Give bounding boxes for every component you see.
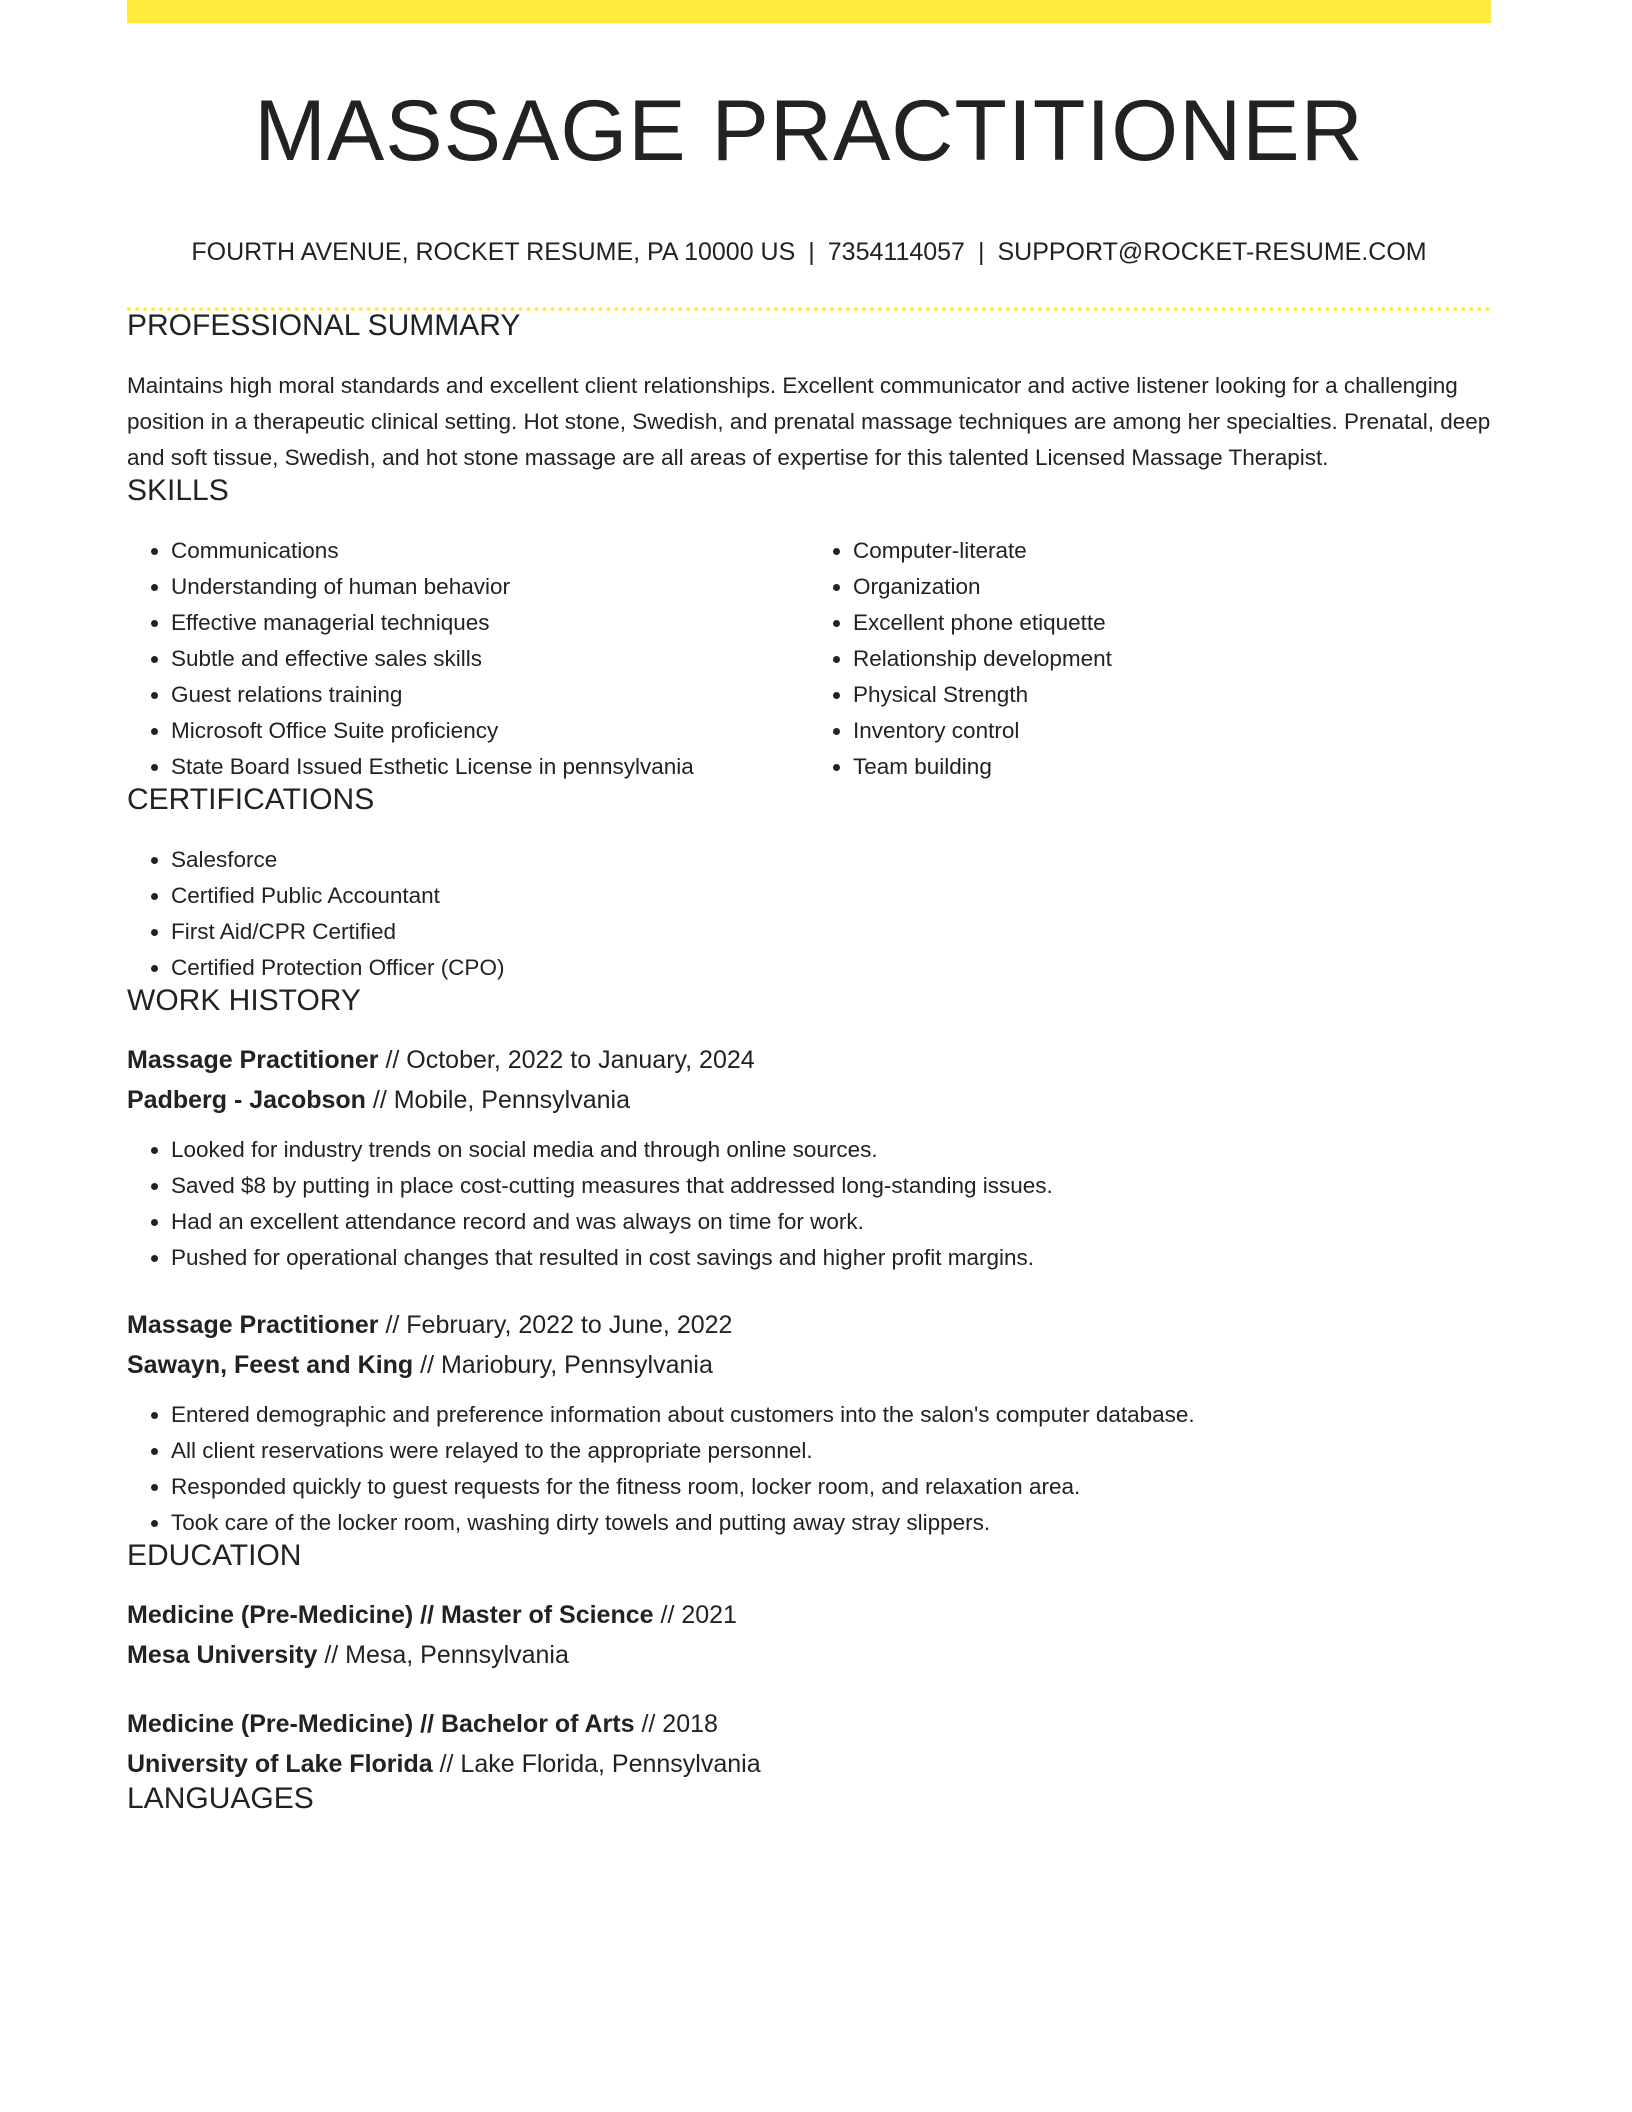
contact-address: FOURTH AVENUE, ROCKET RESUME, PA 10000 US xyxy=(191,238,796,266)
job-entry xyxy=(127,1305,1491,1541)
skill-item: • Physical Strength xyxy=(853,677,1491,713)
section-heading-skills: SKILLS xyxy=(127,474,229,507)
education-school: University of Lake Florida xyxy=(127,1750,433,1778)
education-location: // Mesa, Pennsylvania xyxy=(317,1641,569,1669)
section-heading-certifications: CERTIFICATIONS xyxy=(127,783,375,816)
skill-item: • Understanding of human behavior xyxy=(171,569,809,605)
section-heading-education: EDUCATION xyxy=(127,1539,302,1572)
job-entry xyxy=(127,1040,1491,1276)
education-school-line xyxy=(127,1744,1491,1784)
job-title: Massage Practitioner xyxy=(127,1311,379,1339)
education-entry xyxy=(127,1595,1491,1675)
education-degree-line xyxy=(127,1595,1491,1635)
job-location: // Mobile, Pennsylvania xyxy=(365,1086,630,1114)
contact-line xyxy=(127,240,1491,265)
contact-phone: 7354114057 xyxy=(827,238,965,266)
job-company: Sawayn, Feest and King xyxy=(127,1351,414,1379)
job-title: Massage Practitioner xyxy=(127,1046,379,1074)
contact-separator: | xyxy=(977,238,985,266)
job-bullets xyxy=(127,1132,1491,1276)
contact-email: SUPPORT@ROCKET-RESUME.COM xyxy=(997,238,1427,266)
skills-list-left xyxy=(127,533,809,785)
summary-text: Maintains high moral standards and excellent client relationships. Excellent communicator and active listener looking for a challenging position in a therapeutic clinical setting. Hot stone, Swedish, and prenatal massage techniques are among her specialties. Prenatal, deep and soft tissue, Swedish, and hot stone massage are all areas of expertise for this talented Licensed Massage Therapist. xyxy=(127,373,1491,470)
job-company-line xyxy=(127,1080,1491,1120)
job-bullet: • Looked for industry trends on social media and through online sources. xyxy=(171,1132,1491,1168)
job-dates: // February, 2022 to June, 2022 xyxy=(378,1311,733,1339)
skill-item: • Organization xyxy=(853,569,1491,605)
contact-separator: | xyxy=(808,238,815,266)
education-degree: Medicine (Pre-Medicine) // Master of Science xyxy=(127,1601,654,1629)
education-degree: Medicine (Pre-Medicine) // Bachelor of Arts xyxy=(127,1710,635,1738)
resume-page xyxy=(127,0,1491,1814)
job-bullet: • Had an excellent attendance record and was always on time for work. xyxy=(171,1204,1491,1240)
certification-item: • Certified Protection Officer (CPO) xyxy=(171,950,1491,986)
skill-item: • Subtle and effective sales skills xyxy=(171,641,809,677)
job-bullets xyxy=(127,1397,1491,1541)
job-bullet: • All client reservations were relayed to the appropriate personnel. xyxy=(171,1433,1491,1469)
certification-item: • First Aid/CPR Certified xyxy=(171,914,1491,950)
education-degree-line xyxy=(127,1704,1491,1744)
resume-title: MASSAGE PRACTITIONER xyxy=(254,83,1364,179)
skill-item: • Guest relations training xyxy=(171,677,809,713)
job-dates: // October, 2022 to January, 2024 xyxy=(378,1046,755,1074)
skill-item: • Communications xyxy=(171,533,809,569)
job-title-line xyxy=(127,1040,1491,1080)
skill-item: • Relationship development xyxy=(853,641,1491,677)
skill-item: • Excellent phone etiquette xyxy=(853,605,1491,641)
job-bullet: • Entered demographic and preference information about customers into the salon's computer database. xyxy=(171,1397,1491,1433)
skill-item: • Inventory control xyxy=(853,713,1491,749)
skill-item: • Computer-literate xyxy=(853,533,1491,569)
accent-bar xyxy=(127,0,1491,23)
education-school-line xyxy=(127,1635,1491,1675)
certifications-list xyxy=(127,842,1491,986)
section-heading-languages: LANGUAGES xyxy=(127,1782,314,1815)
job-company: Padberg - Jacobson xyxy=(127,1086,366,1114)
education-year: // 2018 xyxy=(634,1710,718,1738)
certification-item: • Salesforce xyxy=(171,842,1491,878)
skills-columns xyxy=(127,533,1491,785)
job-bullet: • Pushed for operational changes that resulted in cost savings and higher profit margins. xyxy=(171,1240,1491,1276)
skill-item: • Microsoft Office Suite proficiency xyxy=(171,713,809,749)
job-location: // Mariobury, Pennsylvania xyxy=(413,1351,713,1379)
job-bullet: • Responded quickly to guest requests for the fitness room, locker room, and relaxation area. xyxy=(171,1469,1491,1505)
education-entry xyxy=(127,1704,1491,1784)
job-bullet: • Saved $8 by putting in place cost-cutting measures that addressed long-standing issues. xyxy=(171,1168,1491,1204)
section-heading-summary: PROFESSIONAL SUMMARY xyxy=(127,309,521,342)
section-heading-work-history: WORK HISTORY xyxy=(127,984,361,1017)
education-year: // 2021 xyxy=(653,1601,737,1629)
skills-list-right xyxy=(809,533,1491,785)
skill-item: • Team building xyxy=(853,749,1491,785)
skill-item: • State Board Issued Esthetic License in pennsylvania xyxy=(171,749,809,785)
certification-item: • Certified Public Accountant xyxy=(171,878,1491,914)
job-title-line xyxy=(127,1305,1491,1345)
job-company-line xyxy=(127,1345,1491,1385)
education-school: Mesa University xyxy=(127,1641,318,1669)
education-location: // Lake Florida, Pennsylvania xyxy=(432,1750,761,1778)
skill-item: • Effective managerial techniques xyxy=(171,605,809,641)
job-bullet: • Took care of the locker room, washing dirty towels and putting away stray slippers. xyxy=(171,1505,1491,1541)
